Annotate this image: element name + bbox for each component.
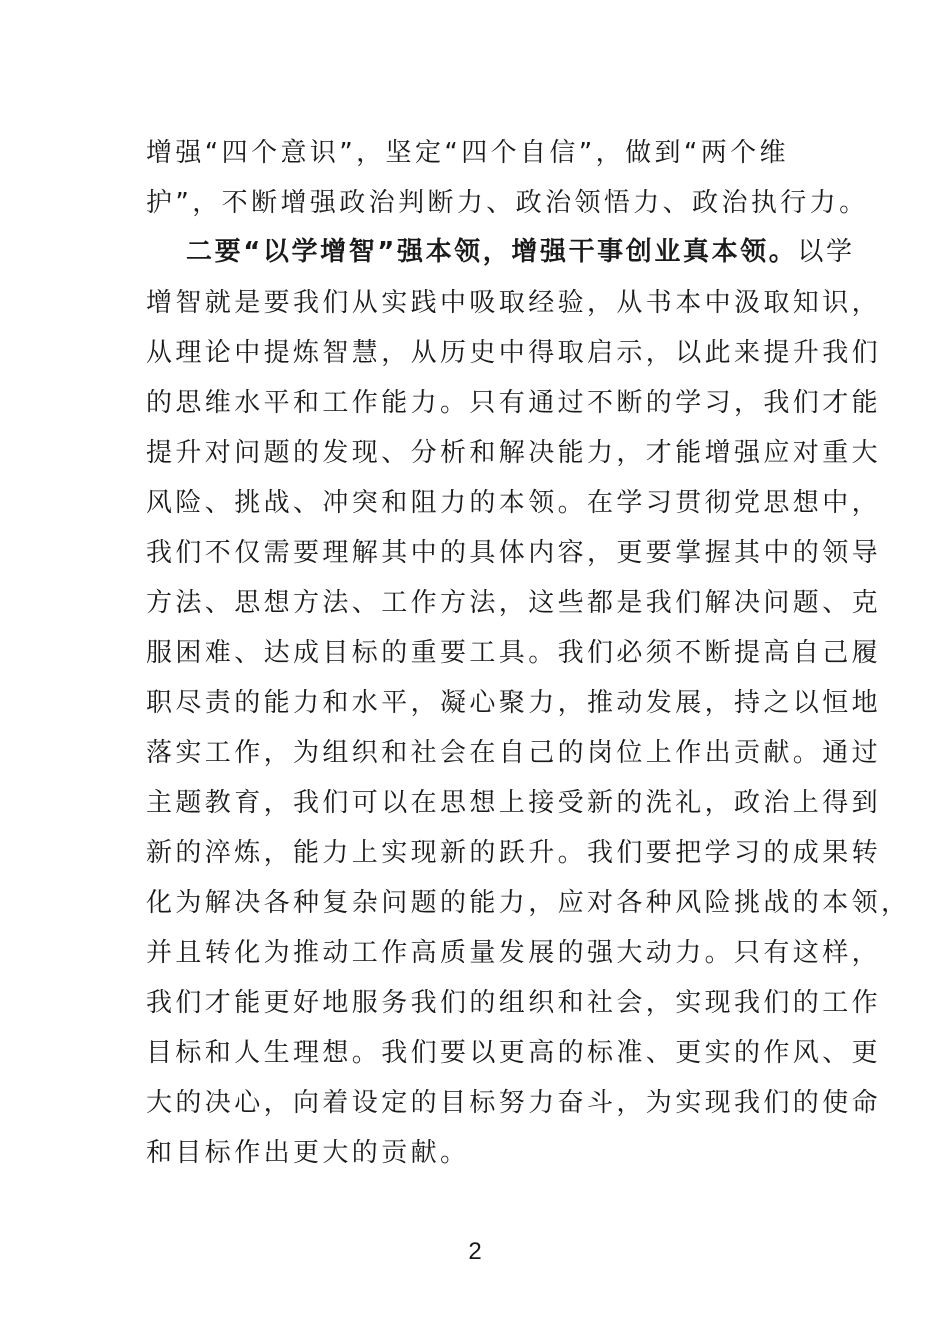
body-line: 护”，不断增强政治判断力、政治领悟力、政治执行力。 (146, 188, 869, 218)
body-line: 落实工作，为组织和社会在自己的岗位上作出贡献。通过 (146, 738, 882, 768)
body-line: 增强“四个意识”，坚定“四个自信”，做到“两个维 (146, 138, 789, 168)
body-line: 和目标作出更大的贡献。 (146, 1138, 470, 1168)
page-number: 2 (468, 1238, 482, 1265)
body-line: 新的淬炼，能力上实现新的跃升。我们要把学习的成果转 (146, 838, 882, 868)
body-line: 服困难、达成目标的重要工具。我们必须不断提高自己履 (146, 638, 882, 668)
body-line: 我们才能更好地服务我们的组织和社会，实现我们的工作 (146, 988, 882, 1018)
body-line: 主题教育，我们可以在思想上接受新的洗礼，政治上得到 (146, 788, 882, 818)
body-line: 增智就是要我们从实践中吸取经验，从书本中汲取知识， (146, 288, 882, 318)
body-line: 的思维水平和工作能力。只有通过不断的学习，我们才能 (146, 388, 882, 418)
body-line: 大的决心，向着设定的目标努力奋斗，为实现我们的使命 (146, 1088, 882, 1118)
body-line: 从理论中提炼智慧，从历史中得取启示，以此来提升我们 (146, 338, 882, 368)
body-line: 并且转化为推动工作高质量发展的强大动力。只有这样， (146, 938, 882, 968)
body-line: 职尽责的能力和水平，凝心聚力，推动发展，持之以恒地 (146, 688, 882, 718)
heading-continuation: 以学 (797, 237, 855, 267)
body-line: 提升对问题的发现、分析和解决能力，才能增强应对重大 (146, 438, 882, 468)
body-line: 化为解决各种复杂问题的能力，应对各种风险挑战的本领， (146, 888, 911, 918)
body-line: 我们不仅需要理解其中的具体内容，更要掌握其中的领导 (146, 538, 882, 568)
section-heading: 二要“以学增智”强本领，增强干事创业真本领。 (186, 237, 798, 267)
body-line: 风险、挑战、冲突和阻力的本领。在学习贯彻党思想中， (146, 488, 882, 518)
body-line: 方法、思想方法、工作方法，这些都是我们解决问题、克 (146, 588, 882, 618)
section-heading-line (186, 236, 855, 268)
body-line: 目标和人生理想。我们要以更高的标准、更实的作风、更 (146, 1038, 882, 1068)
